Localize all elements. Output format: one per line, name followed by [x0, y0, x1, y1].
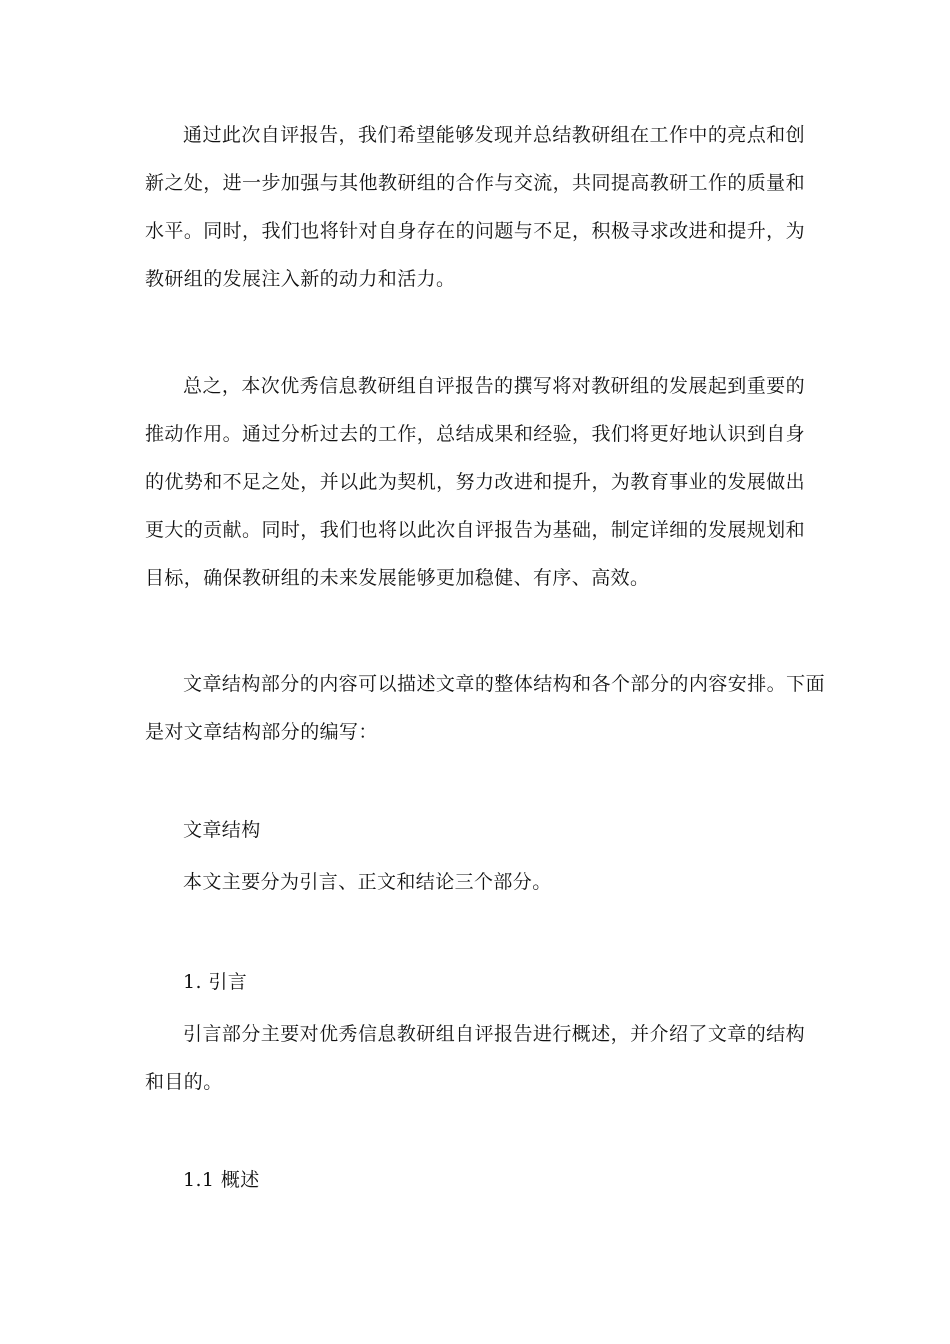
heading-overview: 1.1 概述: [183, 1169, 260, 1191]
paragraph-three-parts: 本文主要分为引言、正文和结论三个部分。: [183, 871, 552, 893]
paragraph-structure-intro: 文章结构部分的内容可以描述文章的整体结构和各个部分的内容安排。下面是对文章结构部分的编写：: [145, 673, 825, 743]
paragraph-introduction: 引言部分主要对优秀信息教研组自评报告进行概述，并介绍了文章的结构和目的。: [145, 1023, 805, 1093]
heading-introduction: 1. 引言: [183, 971, 248, 993]
paragraph-summary: 总之，本次优秀信息教研组自评报告的撰写将对教研组的发展起到重要的推动作用。通过分析过去的工作，总结成果和经验，我们将更好地认识到自身的优势和不足之处，并以此为契机，努力改进和提升，为教育事业的发展做出更大的贡献。同时，我们也将以此次自评报告为基础，制定详细的发展规划和目标，确保教研组的未来发展能够更加稳健、有序、高效。: [145, 375, 805, 589]
paragraph-self-evaluation-goals: 通过此次自评报告，我们希望能够发现并总结教研组在工作中的亮点和创新之处，进一步加强与其他教研组的合作与交流，共同提高教研工作的质量和水平。同时，我们也将针对自身存在的问题与不足，积极寻求改进和提升，为教研组的发展注入新的动力和活力。: [145, 124, 805, 290]
heading-article-structure: 文章结构: [183, 819, 261, 841]
